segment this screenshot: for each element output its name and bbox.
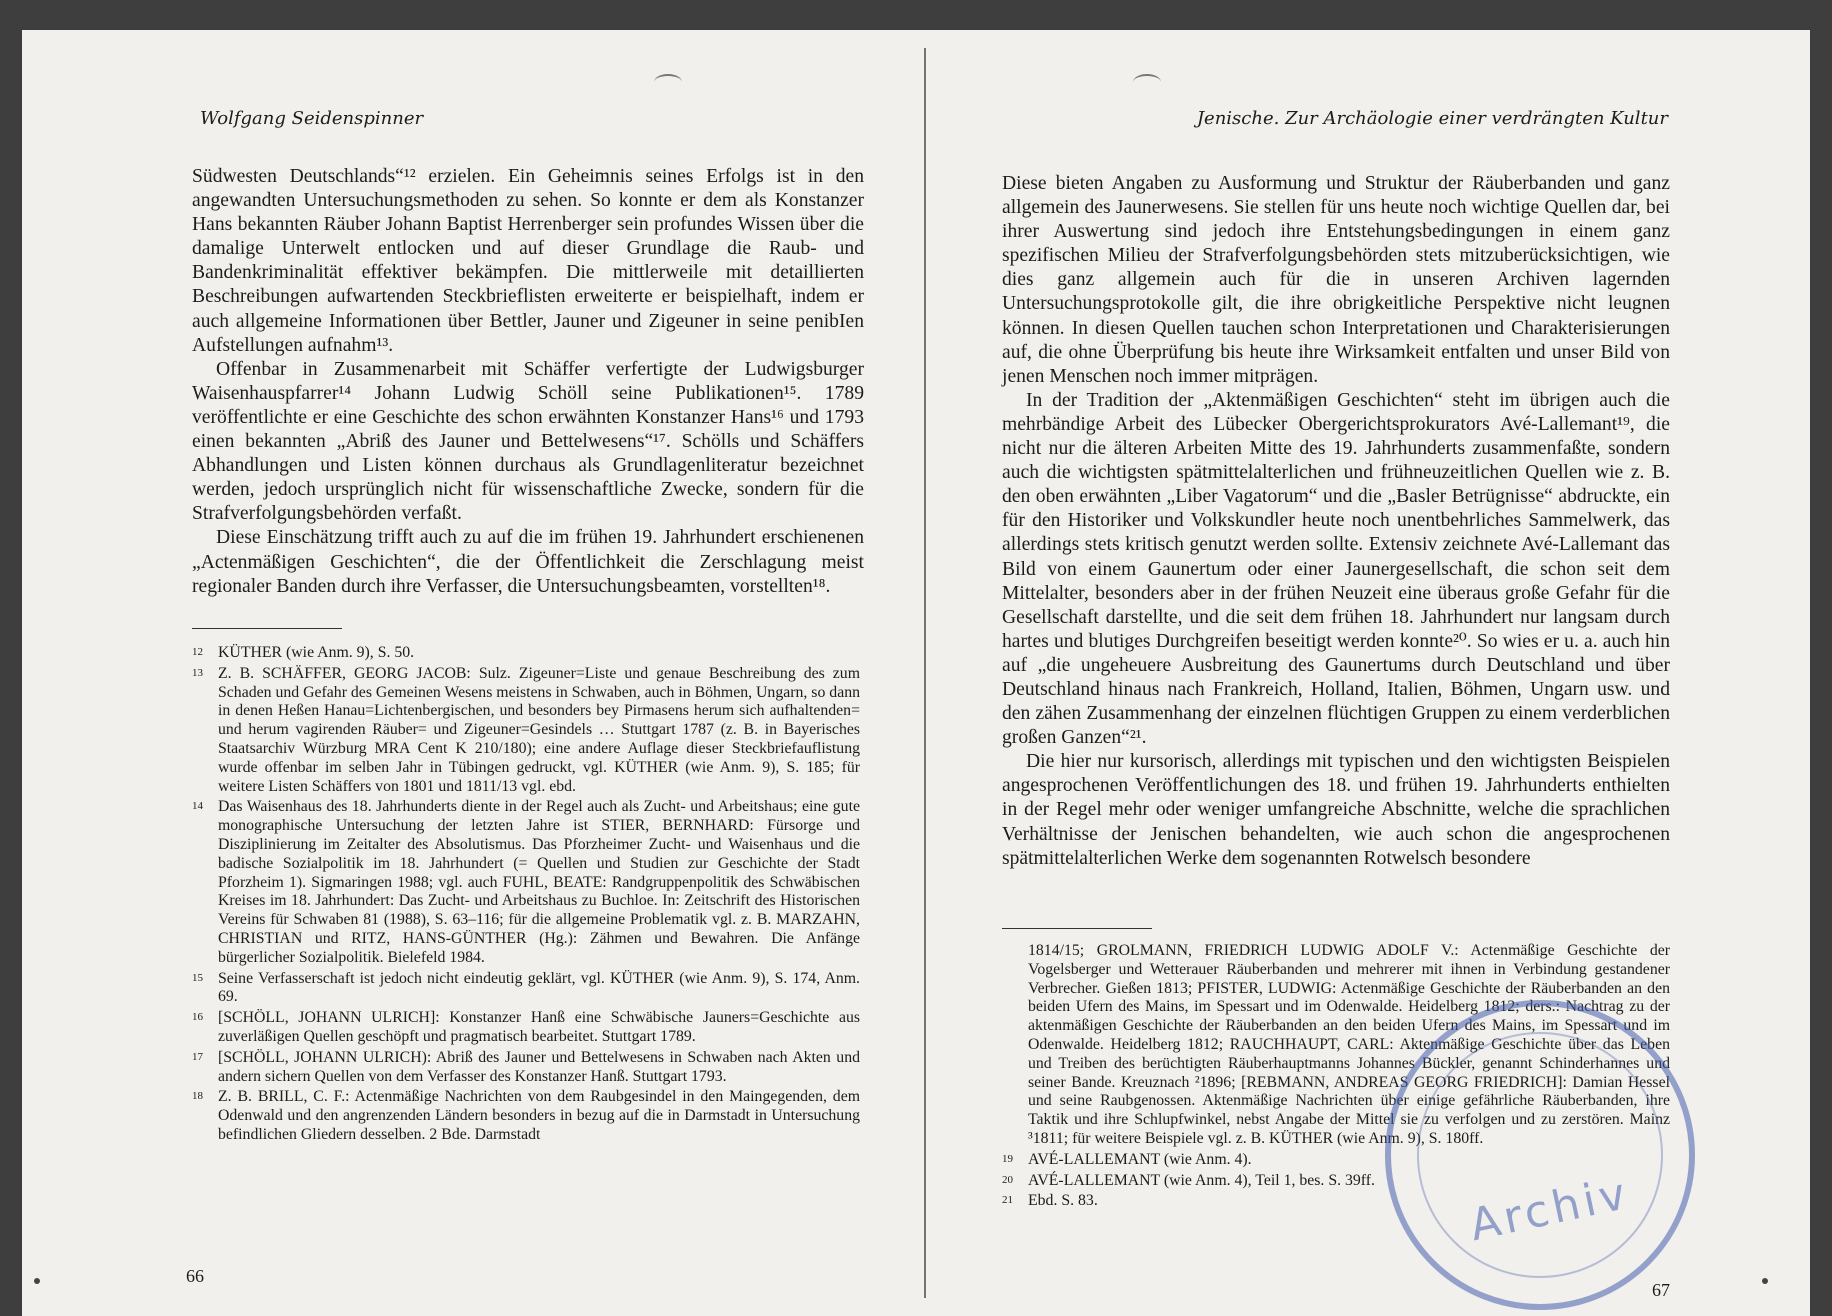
footnote-text: [SCHÖLL, JOHANN ULRICH): Abriß des Jauner und Bettelwesens in Schwaben nach Akten und andern sichern Quellen von dem Verfasser des Konstanzer Hanß. Stuttgart 1793.	[218, 1048, 860, 1085]
footnote-18-continuation: 1814/15; GROLMANN, FRIEDRICH LUDWIG ADOLF V.: Actenmäßige Geschichte der Vogelsberger und Wetterauer Räuberbanden und mehrerer mit ihnen in Verbindung gestandener Verbrecher. Gießen 1813; PFISTER, LUDWIG: Actenmäßige Geschichte der Räuberbanden an den beiden Ufern des Mains, im Spessart und im Odenwalde. Heidelberg 1812; ders.: Nachtrag zu der aktenmäßigen Geschichte der Räuberbanden an den beiden Ufern des Mains, im Spessart und im Odenwalde. Heidelberg 1812; RAUCHHAUPT, CARL: Aktenmäßige Geschichte über das Leben und Treiben des berüchtigten Räuberhauptmanns Johannes Bückler, genannt Schinderhannes und seiner Bande. Kreuznach ²1896; [REBMANN, ANDREAS GEORG FRIEDRICH]: Damian Hessel und seine Raubgenossen. Aktenmäßige Nachrichten über einige gefährliche Räuberbanden, ihre Taktik und ihre Schlupfwinkel, nebst Angabe der Mittel sie zu verfolgen und zu zerstören. Mainz ³1811; für weitere Beispiele vgl. z. B. KÜTHER (wie Anm. 9), S. 180ff.	[1028, 942, 1670, 1147]
footnote-text: Das Waisenhaus des 18. Jahrhunderts diente in der Regel auch als Zucht- und Arbeitshaus; eine gute monographische Untersuchung der letzten Jahre ist STIER, BERNHARD: Fürsorge und Disziplinierung im Zeitalter des Absolutismus. Das Pforzheimer Zucht- und Waisenhaus und die badische Sozialpolitik im 18. Jahrhundert (= Quellen und Studien zur Geschichte der Stadt Pforzheim 1). Sigmaringen 1988; vgl. auch FUHL, BEATE: Randgruppenpolitik des Schwäbischen Kreises im 18. Jahrhundert: Das Zucht- und Arbeitshaus zu Buchloe. In: Zeitschrift des Historischen Vereins für Schwaben 81 (1988), S. 63–116; für die allgemeine Problematik vgl. z. B. MARZAHN, CHRISTIAN und RITZ, HANS-GÜNTHER (Hg.): Zähmen und Bewahren. Die Anfänge bürgerlicher Sozialpolitik. Bielefeld 1984.	[218, 798, 860, 966]
left-footnote-rule	[192, 628, 342, 629]
footnote-18	[192, 1088, 860, 1144]
right-paragraph-3: Die hier nur kursorisch, allerdings mit typischen und den wichtigsten Beispielen angesprochenen Veröffentlichungen des 18. und frühen 19. Jahrhunderts enthielten in der Regel mehr oder weniger umfangreiche Abschnitte, welche die sprachlichen Verhältnisse der Jenischen behandelten, wie auch schon die angesprochenen spätmittelalterlichen Werke dem sogenannten Rotwelsch besondere	[1002, 751, 1670, 869]
left-body	[192, 165, 864, 599]
left-paragraph-1: Südwesten Deutschlands“¹² erzielen. Ein Geheimnis seines Erfolgs ist in den angewandten Untersuchungsmethoden zu sehen. So konnte er dem als Konstanzer Hans bekannten Räuber Johann Baptist Herrenberger sein profundes Wissen über die damalige Unterwelt entlocken und auf dieser Grundlage die Raub- und Bandenkriminalität effektiver bekämpfen. Die mittlerweile mit detaillierten Beschreibungen aufwartenden Steckbrieflisten erweiterte er beispielhaft, indem er auch allgemeine Informationen über Bettler, Jauner und Zigeuner in seine penibIen Aufstellungen aufnahm¹³.	[192, 166, 864, 356]
archive-stamp	[1385, 1000, 1695, 1310]
footnote-15	[192, 970, 860, 1008]
footnote-text: KÜTHER (wie Anm. 9), S. 50.	[218, 644, 415, 661]
right-page-number: 67	[1652, 1280, 1670, 1300]
right-paragraph-1: Diese bieten Angaben zu Ausformung und Struktur der Räuberbanden und ganz allgemein des Jaunerwesens. Sie stellen für uns heute noch wichtige Quellen dar, bei ihrer Auswertung sind jedoch ihre Entstehungsbedingungen in einem ganz spezifischen Milieu der Strafverfolgungsbehörden stets mitzuberücksichtigen, wie dies ganz allgemein auch für die in unseren Archiven lagernden Untersuchungsprotokolle gilt, die ihre obrigkeitliche Perspektive nicht leugnen können. In diesen Quellen tauchen schon Interpretationen und Charakterisierungen auf, die ohne Überprüfung bis heute ihre Wirksamkeit entfalten und unser Bild von jenen Menschen noch immer mitprägen.	[1002, 173, 1670, 387]
scan-dot	[34, 1278, 40, 1284]
footnote-number: 12	[192, 646, 203, 658]
gutter-fold	[924, 48, 926, 1298]
footnote-17	[192, 1049, 860, 1087]
footnote-text: Ebd. S. 83.	[1028, 1192, 1098, 1210]
stamp-word: Archiv	[1465, 1167, 1635, 1252]
right-running-head: Jenische. Zur Archäologie einer verdrängten Kultur	[1196, 108, 1668, 129]
footnote-text: Seine Verfasserschaft ist jedoch nicht eindeutig geklärt, vgl. KÜTHER (wie Anm. 9), S. 174, Anm. 69.	[218, 969, 860, 1006]
left-paragraph-3: Diese Einschätzung trifft auch zu auf die im frühen 19. Jahrhundert erschienenen „Actenmäßigen Geschichten“, die der Öffentlichkeit die Zerschlagung meist regionaler Banden durch ihre Verfasser, die Untersuchungsbeamten, vorstellten¹⁸.	[192, 527, 864, 597]
footnote-text: AVÉ-LALLEMANT (wie Anm. 4).	[1028, 1150, 1252, 1168]
footnote-number: 15	[192, 971, 203, 984]
left-paragraph-2: Offenbar in Zusammenarbeit mit Schäffer verfertigte der Ludwigsburger Waisenhauspfarrer¹⁴ Johann Ludwig Schöll seine Publikationen¹⁵. 1789 veröffentlichte er eine Geschichte des schon erwähnten Konstanzer Hans¹⁶ und 1793 einen bekannten „Abriß des Jauner und Bettelwesens“¹⁷. Schölls und Schäffers Abhandlungen und Listen können durchaus als Grundlagenliteratur bezeichnet werden, jedoch ursprünglich nicht für wissenschaftliche Zwecke, sondern für die Strafverfolgungsbehörden verfaßt.	[192, 358, 864, 525]
right-body	[1002, 172, 1670, 871]
footnote-text: Z. B. SCHÄFFER, GEORG JACOB: Sulz. Zigeuner=Liste und genaue Beschreibung des zum Schaden und Gefahr des Gemeinen Wesens meistens in Schwaben, auch in Böhmen, Ungarn, so dann in denen Heßen Hanau=Lichtenbergischen, und besonders bey Pirmasens herum sich aufhaltenden= und herum vagirenden Räuber= und Zigeuner=Gesindels … Stuttgart 1787 (z. B. in Bayerisches Staatsarchiv Würzburg MRA Cent K 210/180); eine andere Auflage dieser Steckbriefauflistung wurde offenbar im selben Jahr in Tübingen gedruckt, vgl. KÜTHER (wie Anm. 9), S. 185; für weitere Listen Schäffers von 1801 und 1811/13 vgl. ebd.	[218, 664, 861, 795]
footnote-text: [SCHÖLL, JOHANN ULRICH]: Konstanzer Hanß eine Schwäbische Jauners=Geschichte aus zuverläßigen Quellen geschöpft und pragmatisch bearbeitet. Stuttgart 1789.	[218, 1009, 860, 1045]
footnote-13	[192, 665, 860, 797]
right-footnote-rule	[1002, 928, 1152, 929]
punch-hole-mark-right	[1133, 74, 1161, 90]
footnote-14	[192, 798, 860, 967]
left-footnotes	[192, 644, 860, 1147]
footnote-number: 20	[1002, 1173, 1013, 1186]
footnote-number: 14	[192, 800, 203, 813]
footnote-number: 16	[192, 1011, 203, 1024]
footnote-number: 18	[192, 1090, 203, 1103]
footnote-16	[192, 1009, 860, 1047]
stamp-inner-ring	[1417, 1032, 1663, 1278]
right-paragraph-2: In der Tradition der „Aktenmäßigen Geschichten“ steht im übrigen auch die mehrbändige Arbeit des Lübecker Obergerichtsprokurators Avé-Lallemant¹⁹, die nicht nur die älteren Arbeiten Mitte des 19. Jahrhunderts zusammenfaßte, sondern auch die wichtigsten spätmittelalterlichen und frühneuzeitlichen Quellen wie z. B. den oben erwähnten „Liber Vagatorum“ und die „Basler Betrügnisse“ abdruckte, ein für den Historiker und Volkskundler heute noch unentbehrliches Sammelwerk, das allerdings stets kritisch genutzt werden sollte. Extensiv zeichnete Avé-Lallemant das Bild von einem Gaunertum oder einer Jaunergesellschaft, die schon seit dem Mittelalter, besonders aber in der frühen Neuzeit eine überaus große Gefahr für die Gesellschaft darstellte, und die seit dem frühen 18. Jahrhundert nur langsam durch hartes und blutiges Durchgreifen beseitigt werden konnte²⁰. So wies er u. a. auch hin auf „die ungeheuere Ausbreitung des Gaunertums durch Deutschland und über Deutschland hinaus nach Frankreich, Holland, Italien, Böhmen, Ungarn usw. und den zähen Zusammenhang der einzelnen flüchtigen Gruppen zu einem verderblichen großen Ganzen“²¹.	[1002, 389, 1670, 749]
punch-hole-mark-left	[654, 74, 682, 90]
left-page-number: 66	[186, 1266, 204, 1286]
footnote-number: 13	[192, 666, 203, 679]
left-running-head: Wolfgang Seidenspinner	[200, 108, 424, 129]
scan-dot	[1762, 1278, 1768, 1284]
footnote-number: 19	[1002, 1152, 1013, 1165]
footnote-12	[192, 644, 860, 663]
footnote-number: 21	[1002, 1194, 1013, 1207]
footnote-text: Z. B. BRILL, C. F.: Actenmäßige Nachrichten von dem Raubgesindel in den Maingegenden, dem Odenwald und den angrenzenden Ländern besonders in bezug auf die in Darmstadt in Untersuchung befindlichen Gliedern desselben. 2 Bde. Darmstadt	[218, 1088, 860, 1143]
footnote-number: 17	[192, 1050, 203, 1063]
footnote-text: AVÉ-LALLEMANT (wie Anm. 4), Teil 1, bes. S. 39ff.	[1028, 1171, 1375, 1189]
